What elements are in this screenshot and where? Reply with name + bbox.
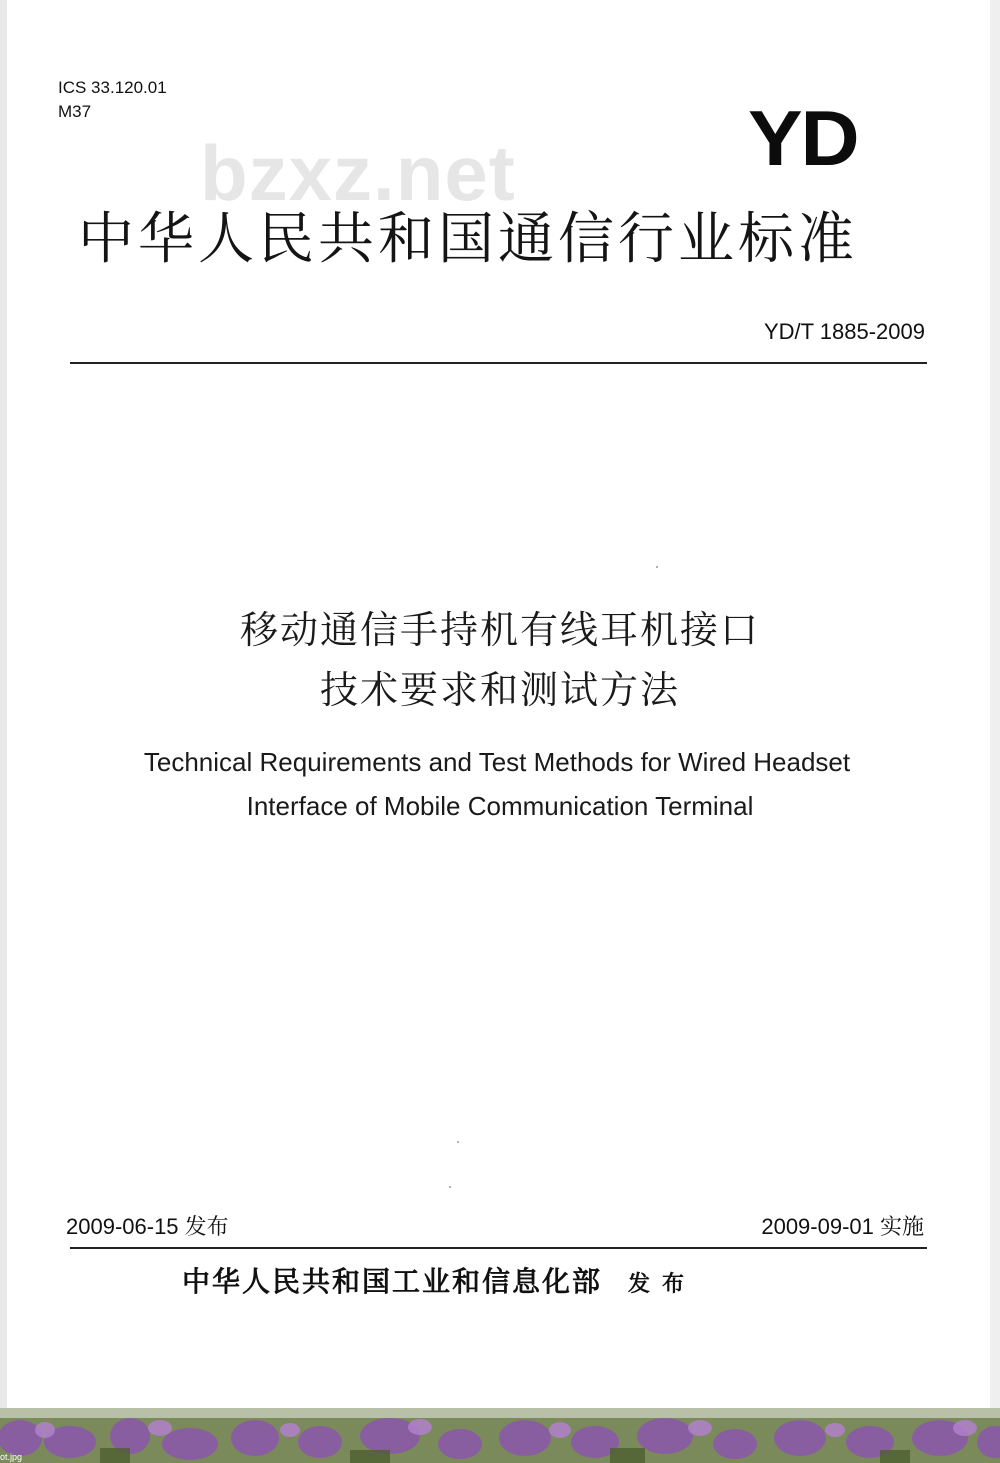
site-watermark: bzxz.net (200, 129, 516, 217)
classification-block (58, 76, 167, 124)
scan-right-edge (990, 0, 1000, 1463)
image-filename-label: ot.jpg (0, 1452, 23, 1462)
standard-category-title: 中华人民共和国通信行业标准 (78, 207, 858, 272)
heather-flowers-illustration (0, 1408, 1000, 1463)
implementation-date: 2009-09-01 实施 (761, 1214, 924, 1239)
top-divider (70, 362, 927, 364)
scan-speck (449, 1186, 451, 1188)
ics-code: ICS 33.120.01 (58, 78, 167, 97)
publisher-name: 中华人民共和国工业和信息化部 (182, 1265, 603, 1298)
yd-logo: YD (748, 94, 858, 182)
english-title-line-1: Technical Requirements and Test Methods for Wired Headset (143, 747, 851, 777)
english-title-line-2: Interface of Mobile Communication Terminal (246, 791, 754, 821)
chinese-title-line-1: 移动通信手持机有线耳机接口 (239, 608, 760, 652)
chinese-title-line-2: 技术要求和测试方法 (319, 668, 680, 712)
scan-speck (457, 1141, 459, 1143)
standard-number: YD/T 1885-2009 (763, 319, 925, 344)
issue-date: 2009-06-15 发布 (66, 1214, 229, 1239)
publish-action: 发布 (628, 1271, 697, 1297)
scan-speck (656, 566, 658, 568)
publisher-line (182, 1262, 696, 1304)
scan-left-edge (0, 0, 7, 1463)
bottom-divider (70, 1247, 927, 1249)
classification-code: M37 (58, 102, 92, 121)
heather-photo-strip (0, 1408, 1000, 1463)
